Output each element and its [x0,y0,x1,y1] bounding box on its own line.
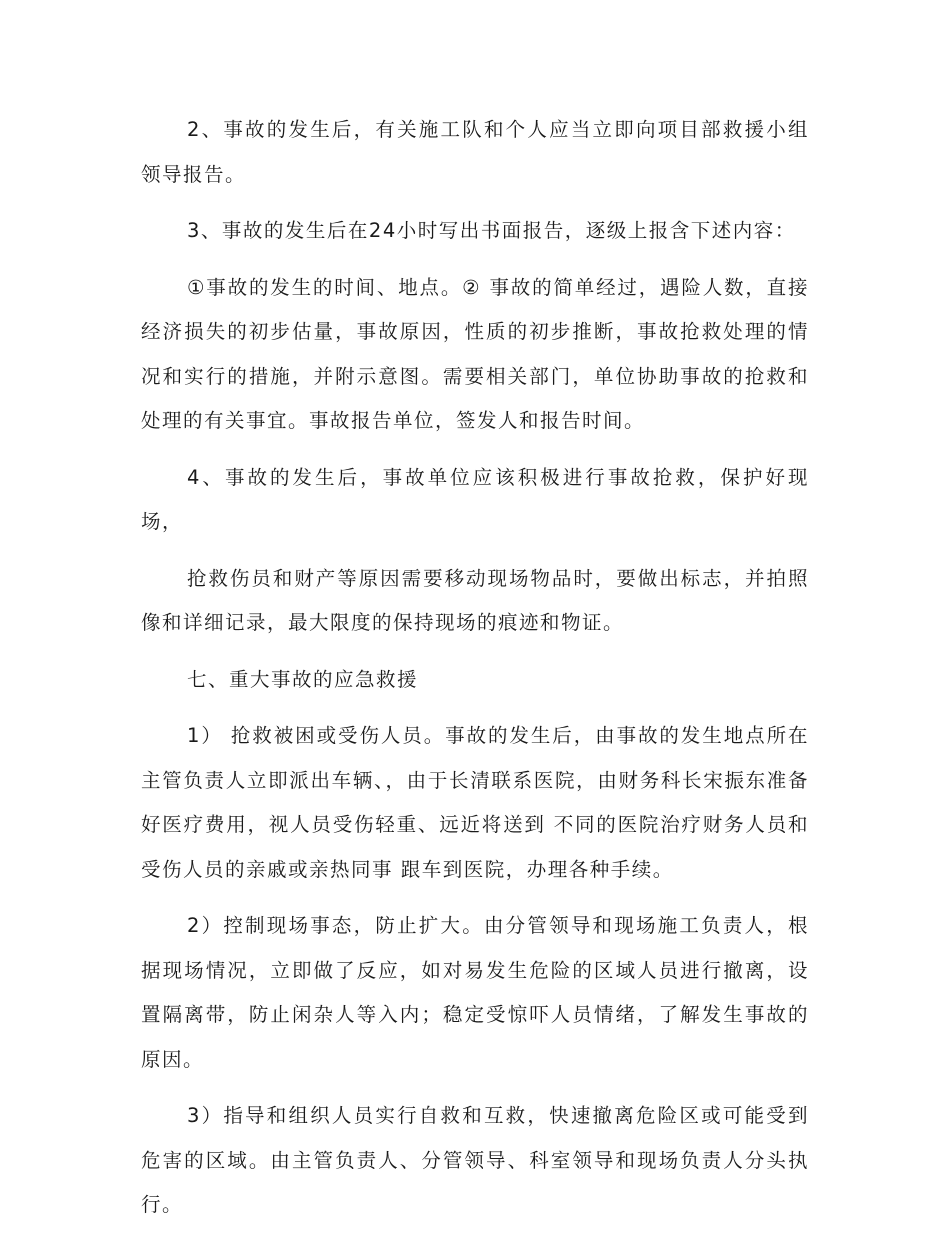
section-heading-emergency-rescue: 七、重大事故的应急救援 [187,667,419,691]
paragraph-control-scene: 2）控制现场事态，防止扩大。由分管领导和现场施工负责人，根据现场情况，立即做了反应，如对易发生危险的区域人员进行撤离，设置隔离带，防止闲杂人等入内；稳定受惊吓人员情绪，了解发生事故的原因。 [141,914,809,1071]
paragraph-self-rescue: 3）指导和组织人员实行自救和互救，快速撤离危险区或可能受到危害的区域。由主管负责人、分管领导、科室领导和现场负责人分头执行。 [141,1104,809,1216]
paragraph-report-contents: ①事故的发生的时间、地点。② 事故的简单经过，遇险人数，直接经济损失的初步估量，事故原因，性质的初步推断，事故抢救处理的情况和实行的措施，并附示意图。需要相关部门，单位协助事故的抢救和处理的有关事宜。事故报告单位，签发人和报告时间。 [141,275,809,432]
paragraph-rescue-injured: 1） 抢救被困或受伤人员。事故的发生后，由事故的发生地点所在主管负责人立即派出车辆、，由于长清联系医院，由财务科长宋振东准备好医疗费用，视人员受伤轻重、远近将送到 不同的医院治疗财务人员和受伤人员的亲戚或亲热同事 跟车到医院，办理各种手续。 [141,724,809,881]
paragraph-mark-and-record: 抢救伤员和财产等原因需要移动现场物品时，要做出标志，并拍照像和详细记录，最大限度的保持现场的痕迹和物证。 [141,566,809,634]
paragraph-protect-scene: 4、事故的发生后，事故单位应该积极进行事故抢救，保护好现场， [141,465,809,533]
paragraph-accident-report-to-rescue-team: 2、事故的发生后，有关施工队和个人应当立即向项目部救援小组领导报告。 [141,118,809,186]
paragraph-written-report-24h: 3、事故的发生后在24小时写出书面报告，逐级上报含下述内容： [187,219,796,242]
document-body [141,108,809,1240]
